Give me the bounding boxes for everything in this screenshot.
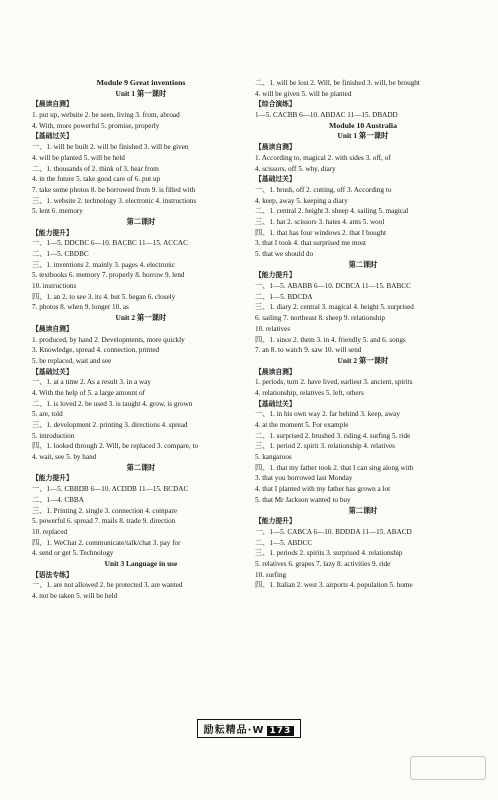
right-line: 四、1. that my father took 2. that I can sing along with: [255, 463, 414, 472]
right-line: 一、1. in his own way 2. far behind 3. keep, away: [255, 410, 400, 419]
right-line: 【综合演练】: [255, 100, 296, 109]
left-line: 二、1—4. CBBA: [32, 495, 84, 504]
right-line: 6. sailing 7. northeast 8. sheep 9. relationship: [255, 314, 385, 323]
left-line: 二、1. thousands of 2. think of 3. hear from: [32, 164, 159, 173]
right-line: 1—5. CACBB 6—10. ABDAC 11—15. DBADD: [255, 111, 398, 120]
left-line: 5. be replaced, wait and see: [32, 356, 112, 365]
right-line: 4. at the moment 5. For example: [255, 421, 349, 429]
right-line: Module 10 Australia: [328, 120, 397, 130]
right-line: 第二课时: [348, 260, 378, 269]
left-line: 四、1. looked through 2. Will, be replaced 3. compare, to: [32, 442, 199, 451]
left-line: 7. photos 8. when 9. longer 10. as: [32, 303, 129, 312]
right-line: 4. relationship, relatives 5. left, others: [255, 388, 364, 397]
left-line: 二、1—5. CBDBC: [32, 250, 89, 258]
right-line: 二、1—5. BDCDA: [255, 292, 313, 301]
page-number: 173: [267, 726, 295, 736]
right-line: 4. keep, away 5. keeping a diary: [255, 196, 348, 205]
right-line: 5. relatives 6. grapes 7. lazy 8. activities 9. ride: [255, 559, 391, 568]
left-line: 【基础过关】: [32, 367, 73, 376]
left-line: 四、1. an 2. to see 3. its 4. but 5. began 6. closely: [32, 292, 176, 301]
left-line: 【基础过关】: [32, 132, 73, 141]
watermark-logo: [410, 756, 490, 790]
left-line: 1. put up, website 2. be seen, living 3. from, abroad: [32, 111, 180, 120]
right-line: 5. that Mr Jackson wanted to buy: [255, 495, 351, 504]
left-line: 三、1. website 2. technology 3. electronic 4. instructions: [32, 196, 197, 205]
right-line: 10. surfing: [255, 570, 287, 579]
left-line: 一、1. at a time 2. As a result 3. in a way: [32, 378, 151, 387]
right-line: 【基础过关】: [255, 175, 296, 184]
right-line: 4. scissors, off 5. why, diary: [255, 164, 336, 173]
left-line: Unit 1 第一课时: [115, 88, 167, 98]
right-line: 四、1. since 2. them 3. in 4. friendly 5. and 6. songs: [255, 335, 406, 344]
left-line: Unit 3 Language in use: [104, 558, 178, 568]
right-line: 【能力提升】: [255, 517, 296, 526]
right-line: Unit 1 第一课时: [337, 131, 389, 141]
left-line: 4. With, more powerful 5. promise, properly: [32, 121, 160, 130]
right-line: 第二课时: [348, 506, 378, 515]
left-line: 三、1. Printing 2. single 3. connection 4. compare: [32, 506, 178, 515]
right-line: 【晨读自测】: [255, 367, 296, 376]
right-line: 四、1. that has four windows 2. that I bought: [255, 228, 386, 237]
footer-series: W: [252, 725, 265, 736]
left-line: 3. Knowledge, spread 4. connection, printed: [32, 346, 160, 355]
right-line: 【晨读自测】: [255, 143, 296, 152]
left-line: 三、1. development 2. printing 3. directions 4. spread: [32, 421, 188, 429]
left-line: 10. instructions: [32, 282, 77, 291]
right-line: 二、1. surprised 2. brushed 3. riding 4. surfing 5. ride: [255, 431, 411, 440]
left-line: 5. lent 6. memory: [32, 207, 83, 216]
left-line: 5. textbooks 6. memory 7. properly 8. borrow 9. lend: [32, 271, 185, 280]
footer-brand: 励耘精品: [203, 725, 248, 736]
left-line: 【能力提升】: [32, 474, 73, 483]
right-line: 三、1. hat 2. scissors 3. hates 4. ants 5. wool: [255, 217, 385, 226]
right-line: Unit 2 第一课时: [337, 355, 389, 365]
left-line: 第二课时: [126, 217, 156, 226]
footer-brand-box: 励耘精品·W 173: [197, 719, 302, 738]
left-line: 第二课时: [126, 463, 156, 472]
left-line: 4. not be taken 5. will be held: [32, 592, 118, 600]
right-column: [255, 78, 471, 591]
right-line: 【基础过关】: [255, 399, 296, 408]
left-line: 4. in the future 5. take good care of 6. put up: [32, 175, 161, 184]
right-line: 1. periods, turn 2. have lived, earliest 3. ancient, spirits: [255, 378, 413, 387]
left-line: 二、1. is loved 2. be used 3. is taught 4. grow, is grown: [32, 399, 193, 408]
left-line: 4. will be planted 5. will be held: [32, 153, 125, 162]
right-line: 3. that you borrowed last Monday: [255, 474, 353, 483]
right-line: 4. that I planted with my father has grown a lot: [255, 485, 391, 494]
right-line: 【能力提升】: [255, 271, 296, 280]
left-line: 三、1. inventions 2. mainly 3. pages 4. electronic: [32, 260, 176, 269]
left-line: 【语法专练】: [32, 570, 73, 579]
right-line: 5. that we should do: [255, 250, 314, 258]
left-line: 一、1. will be built 2. will be finished 3. will be given: [32, 143, 189, 152]
left-line: 4. With the help of 5. a large amount of: [32, 388, 146, 397]
left-column: [32, 78, 250, 602]
right-line: 二、1. central 2. height 3. sheep 4. sailing 5. magical: [255, 207, 409, 216]
page-footer: [0, 718, 498, 738]
right-line: 3. that I took 4. that surprised me most: [255, 239, 366, 248]
right-line: 三、1. periods 2. spirits 3. surprised 4. relationship: [255, 549, 403, 558]
left-line: 一、1—5. CBBDB 6—10. ACDDB 11—15. BCDAC: [32, 485, 189, 494]
right-line: 二、1—5. ABDCC: [255, 538, 313, 547]
right-line: 四、1. Italian 2. west 3. airports 4. population 5. home: [255, 581, 413, 590]
left-line: 1. produced, by hand 2. Developments, more quickly: [32, 335, 185, 344]
watermark-mark-icon: [410, 756, 486, 780]
right-line: 三、1. period 2. spirit 3. relationship 4. relatives: [255, 442, 395, 451]
right-line: 5. kangaroos: [255, 453, 292, 462]
left-line: 4. wait, see 5. by hand: [32, 453, 97, 462]
left-line: 5. introduction: [32, 431, 75, 440]
right-line: 二、1. will be lost 2. Will, be finished 3. will, be brought: [255, 79, 420, 87]
right-line: 7. an 8. to watch 9. saw 10. will send: [255, 346, 362, 355]
left-line: 5. powerful 6. spread 7. mails 8. trade 9. direction: [32, 517, 176, 526]
left-line: 【能力提升】: [32, 228, 73, 237]
left-line: 四、1. WeChat 2. communicate/talk/chat 3. pay for: [32, 538, 181, 547]
left-line: Module 9 Great inventions: [96, 78, 186, 87]
left-line: 【晨读自测】: [32, 324, 73, 333]
right-line: 三、1. diary 2. central 3. magical 4. height 5. surprised: [255, 303, 414, 312]
left-line: 一、1. are not allowed 2. be protected 3. are wanted: [32, 581, 183, 590]
left-line: 5. are, told: [32, 410, 63, 419]
left-line: 4. send or get 5. Technology: [32, 549, 114, 558]
right-line: 一、1—5. ABABB 6—10. DCBCA 11—15. BABCC: [255, 282, 411, 291]
right-line: 10. relatives: [255, 324, 291, 333]
left-line: 【晨读自测】: [32, 100, 73, 109]
right-line: 一、1—5. CABCA 6—10. BDDDA 11—15. ABACD: [255, 527, 412, 536]
left-line: 10. replaced: [32, 527, 68, 536]
left-line: Unit 2 第一课时: [115, 313, 167, 323]
left-line: 一、1—5. DDCBC 6—10. BACBC 11—15. ACCAC: [32, 239, 188, 248]
left-line: 7. take some photos 8. be borrowed from 9. is filled with: [32, 185, 196, 194]
right-line: 一、1. brush, off 2. cutting, off 3. According to: [255, 185, 392, 194]
right-line: 4. will be given 5. will be planted: [255, 89, 352, 98]
right-line: 1. According to, magical 2. with sides 3. off, of: [255, 153, 391, 162]
